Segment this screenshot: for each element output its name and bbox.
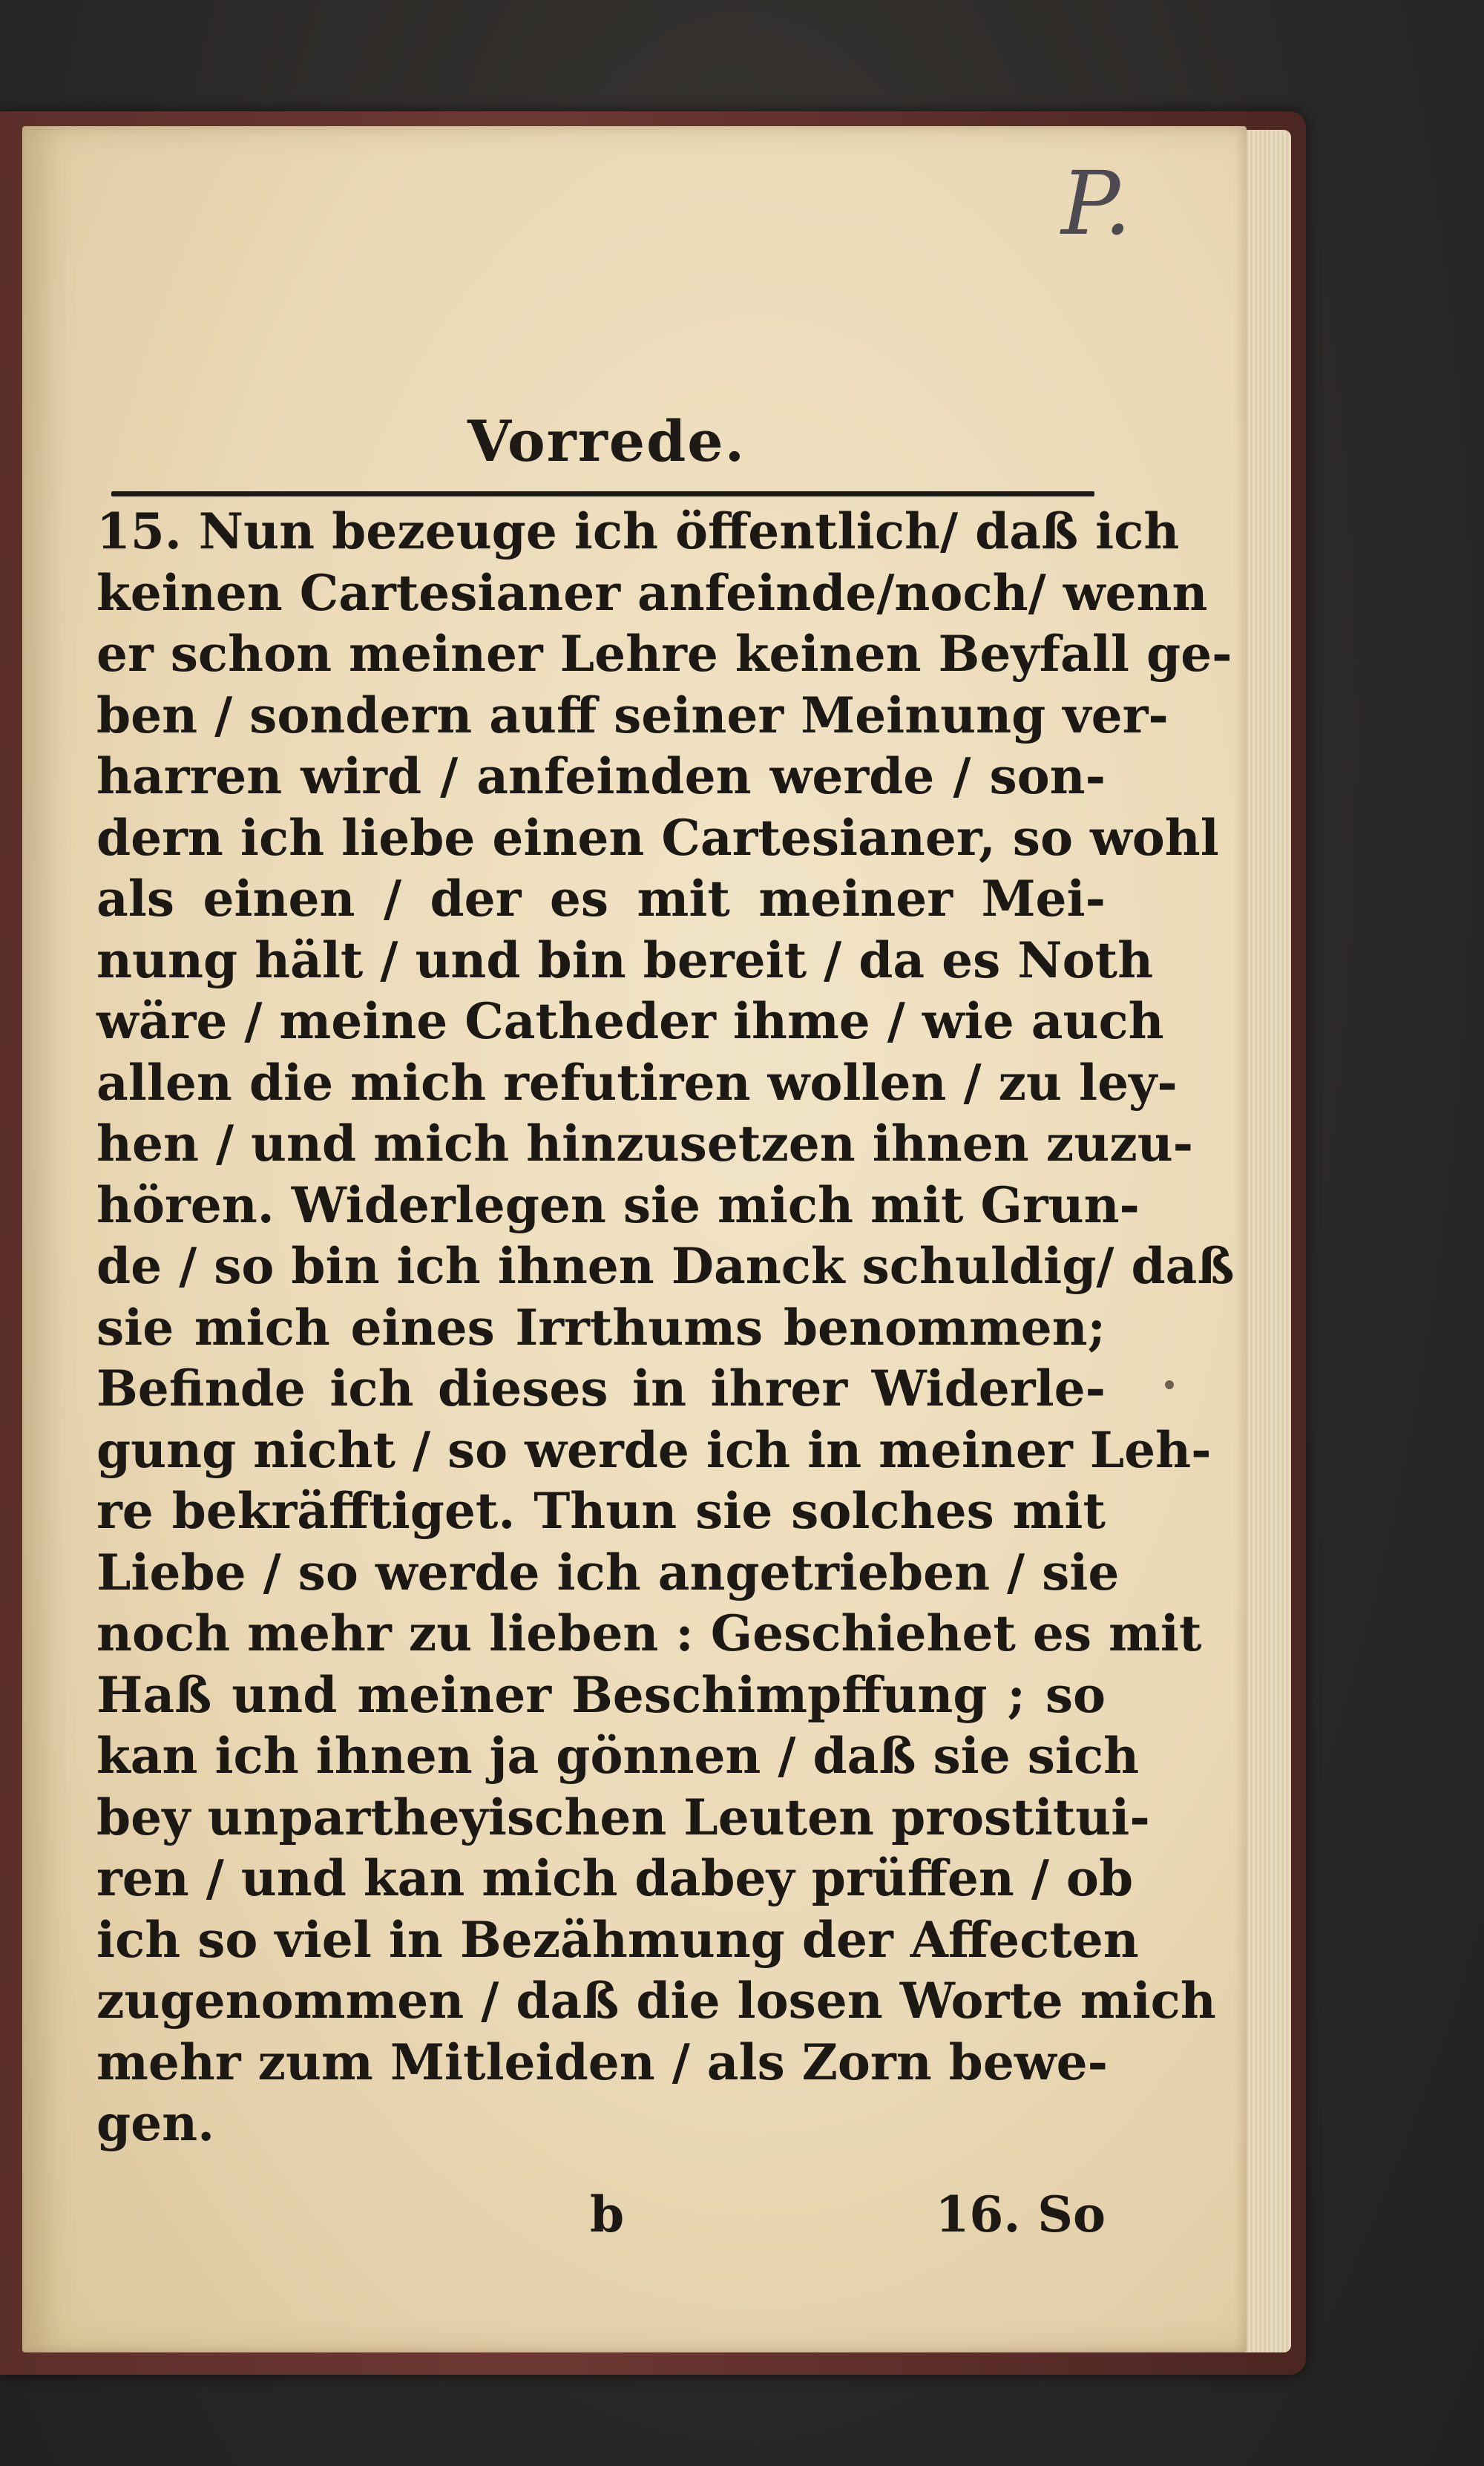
body-text	[96, 501, 1235, 2154]
text-line: als einen / der es mit meiner Mei-	[96, 870, 1106, 928]
text-line: hören. Widerlegen sie mich mit Grun-	[96, 1175, 1140, 1234]
running-head: Vorrede.	[467, 408, 746, 474]
text-line: gung nicht / so werde ich in meiner Leh-	[96, 1420, 1212, 1479]
handwritten-mark: P.	[1061, 152, 1133, 255]
text-line: keinen Cartesianer anfeinde/noch/ wenn	[96, 563, 1208, 622]
text-line: dern ich liebe einen Cartesianer, so wohl	[96, 808, 1219, 867]
text-line: ich so viel in Bezähmung der Affecten	[96, 1910, 1139, 1969]
text-line: er schon meiner Lehre keinen Beyfall ge-	[96, 625, 1232, 683]
text-line: ren / und kan mich dabey prüffen / ob	[96, 1849, 1134, 1907]
text-line: ben / sondern auff seiner Meinung ver-	[96, 686, 1169, 744]
text-line: Haß und meiner Beschimpffung ; so	[96, 1665, 1106, 1724]
text-line: gen.	[96, 2094, 215, 2152]
text-line: bey unpartheyischen Leuten prostitui-	[96, 1788, 1150, 1846]
catchword: 16. So	[935, 2185, 1106, 2243]
text-line: re bekräfftiget. Thun sie solches mit	[96, 1482, 1106, 1540]
text-line: zugenommen / daß die losen Worte mich	[96, 1972, 1216, 2030]
text-line: hen / und mich hinzusetzen ihnen zuzu-	[96, 1115, 1194, 1173]
page-footer	[96, 2185, 1106, 2252]
signature-mark: b	[590, 2185, 625, 2243]
text-line: 15. Nun bezeuge ich öffentlich/ daß ich	[96, 502, 1180, 560]
text-line: de / so bin ich ihnen Danck schuldig/ daß	[96, 1237, 1235, 1295]
ink-spot	[1165, 1380, 1174, 1389]
text-line: mehr zum Mitleiden / als Zorn bewe-	[96, 2033, 1109, 2091]
text-line: nung hält / und bin bereit / da es Noth	[96, 931, 1154, 989]
text-line: Befinde ich dieses in ihrer Widerle-	[96, 1360, 1106, 1417]
text-line: Liebe / so werde ich angetrieben / sie	[96, 1543, 1120, 1601]
text-line: sie mich eines Irrthums benommen;	[96, 1298, 1106, 1357]
text-line: noch mehr zu lieben : Geschiehet es mit	[96, 1604, 1202, 1662]
page-content	[82, 126, 1235, 2352]
head-rule	[111, 491, 1094, 496]
book-page	[22, 126, 1247, 2352]
text-line: harren wird / anfeinden werde / son-	[96, 747, 1106, 805]
text-line: kan ich ihnen ja gönnen / daß sie sich	[96, 1727, 1140, 1785]
text-line: allen die mich refutiren wollen / zu ley-	[96, 1053, 1178, 1112]
text-line: wäre / meine Catheder ihme / wie auch	[96, 992, 1164, 1050]
